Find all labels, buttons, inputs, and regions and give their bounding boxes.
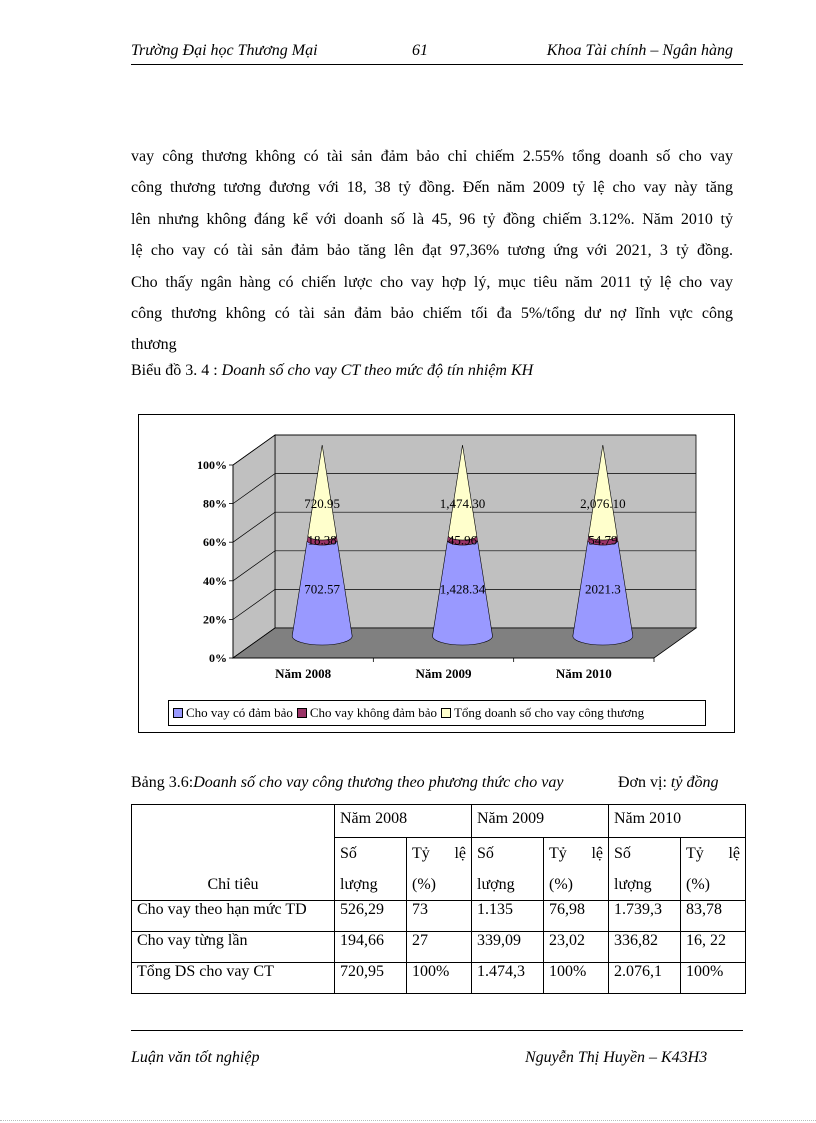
page-bottom-rule: [0, 1120, 816, 1121]
x-tick-label: Năm 2008: [275, 666, 332, 681]
row-label: Cho vay theo hạn mức TD: [132, 901, 335, 932]
amount-header: Số lượng: [335, 838, 407, 901]
y-tick-label: 100%: [197, 458, 227, 472]
body-paragraph: [131, 141, 733, 361]
y-tick-label: 20%: [203, 612, 227, 627]
cell: 76,98: [544, 901, 609, 932]
legend-item: [441, 705, 644, 721]
y-tick-label: 60%: [203, 535, 227, 550]
row-label: Tổng DS cho vay CT: [132, 963, 335, 994]
cell: 100%: [681, 963, 746, 994]
paragraph-line: lên nhưng không đáng kể với doanh số là 45, 96 tỷ đồng chiếm 3.12%. Năm 2010 tỷ: [131, 210, 733, 228]
amount-header: Số lượng: [609, 838, 681, 901]
data-label: 18.38: [307, 532, 337, 548]
cell: 16, 22: [681, 932, 746, 963]
x-tick-label: Năm 2009: [415, 666, 472, 681]
page-number: 61: [412, 42, 428, 59]
data-label: 2021.3: [584, 581, 621, 597]
chart-frame: [138, 414, 735, 733]
table-row: [132, 963, 746, 994]
row-label: Cho vay từng lần: [132, 932, 335, 963]
header-school: Trường Đại học Thương Mại: [131, 42, 318, 59]
header-faculty: Khoa Tài chính – Ngân hàng: [546, 42, 733, 59]
y-tick-label: 0%: [209, 651, 227, 665]
table-header-row: [132, 805, 746, 838]
indicator-header: Chỉ tiêu: [132, 805, 335, 901]
chart-caption-prefix: Biểu đồ 3. 4 :: [131, 362, 222, 379]
cell: 2.076,1: [609, 963, 681, 994]
footer-thesis: Luận văn tốt nghiệp: [131, 1049, 260, 1066]
chart-caption: [131, 362, 533, 380]
paragraph-line: công thương không có tài sản đảm bảo chiếm tối đa 5%/tổng dư nợ lĩnh vực công: [131, 305, 733, 323]
y-tick-label: 40%: [203, 573, 227, 588]
year-header: Năm 2010: [609, 805, 746, 838]
unit-value: tỷ đồng: [670, 774, 719, 791]
cell: 1.135: [472, 901, 544, 932]
y-tick-label: 80%: [203, 496, 227, 511]
legend-item: [297, 705, 437, 721]
table-row: [132, 901, 746, 932]
chart-legend: [168, 700, 706, 726]
year-header: Năm 2009: [472, 805, 609, 838]
data-label: 2,076.10: [580, 496, 626, 512]
legend-swatch: [297, 708, 307, 718]
chart-caption-title: Doanh số cho vay CT theo mức độ tín nhiệm KH: [221, 362, 534, 379]
table-unit: [618, 774, 718, 792]
paragraph-line: Cho thấy ngân hàng có chiến lược cho vay hợp lý, mục tiêu năm 2011 tỷ lệ cho vay: [131, 273, 733, 291]
cell: 23,02: [544, 932, 609, 963]
cell: 194,66: [335, 932, 407, 963]
cell: 83,78: [681, 901, 746, 932]
cell: 27: [407, 932, 472, 963]
cell: 100%: [544, 963, 609, 994]
amount-header: Số lượng: [472, 838, 544, 901]
unit-prefix: Đơn vị:: [618, 774, 671, 791]
page-header: [131, 38, 743, 65]
cell: 336,82: [609, 932, 681, 963]
footer-author: Nguyễn Thị Huyền – K43H3: [525, 1049, 708, 1066]
cell: 1.739,3: [609, 901, 681, 932]
cone-chart: [139, 415, 734, 732]
cell: 339,09: [472, 932, 544, 963]
table-caption-title: Doanh số cho vay công thương theo phương thức cho vay: [193, 774, 564, 791]
data-label: 54.79: [588, 532, 618, 548]
cell: 1.474,3: [472, 963, 544, 994]
legend-swatch: [173, 708, 183, 718]
paragraph-line: lệ cho vay có tài sản đảm bảo tăng lên đạt 97,36% tương ứng với 2021, 3 tỷ đồng.: [131, 242, 733, 260]
chart-side-wall: [233, 435, 275, 658]
x-tick-label: Năm 2010: [555, 666, 612, 681]
legend-item: [173, 705, 293, 721]
lending-table: [131, 804, 746, 994]
page-footer: [131, 1030, 743, 1066]
cell: 100%: [407, 963, 472, 994]
table-row: [132, 932, 746, 963]
data-label: 720.95: [304, 496, 341, 512]
paragraph-line: thương: [131, 336, 177, 354]
data-label: 1,474.30: [439, 496, 486, 512]
legend-label: Tổng doanh số cho vay công thương: [453, 705, 645, 720]
cell: 73: [407, 901, 472, 932]
year-header: Năm 2008: [335, 805, 472, 838]
cell: 526,29: [335, 901, 407, 932]
data-label: 702.57: [304, 581, 341, 597]
table-caption: [131, 774, 564, 792]
legend-label: Cho vay không đảm bảo: [309, 705, 437, 720]
ratio-header: Tỷ lệ (%): [407, 838, 472, 901]
cell: 720,95: [335, 963, 407, 994]
data-label: 1,428.34: [439, 581, 486, 597]
data-label: 45.96: [447, 532, 478, 548]
ratio-header: Tỷ lệ (%): [681, 838, 746, 901]
legend-swatch: [441, 708, 451, 718]
ratio-header: Tỷ lệ (%): [544, 838, 609, 901]
table-caption-prefix: Bảng 3.6:: [131, 774, 194, 791]
paragraph-line: công thương tương đương với 18, 38 tỷ đồng. Đến năm 2009 tỷ lệ cho vay này tăng: [131, 179, 733, 197]
paragraph-line: vay công thương không có tài sản đảm bảo chỉ chiếm 2.55% tổng doanh số cho vay: [131, 148, 733, 165]
legend-label: Cho vay có đảm bảo: [186, 705, 293, 720]
